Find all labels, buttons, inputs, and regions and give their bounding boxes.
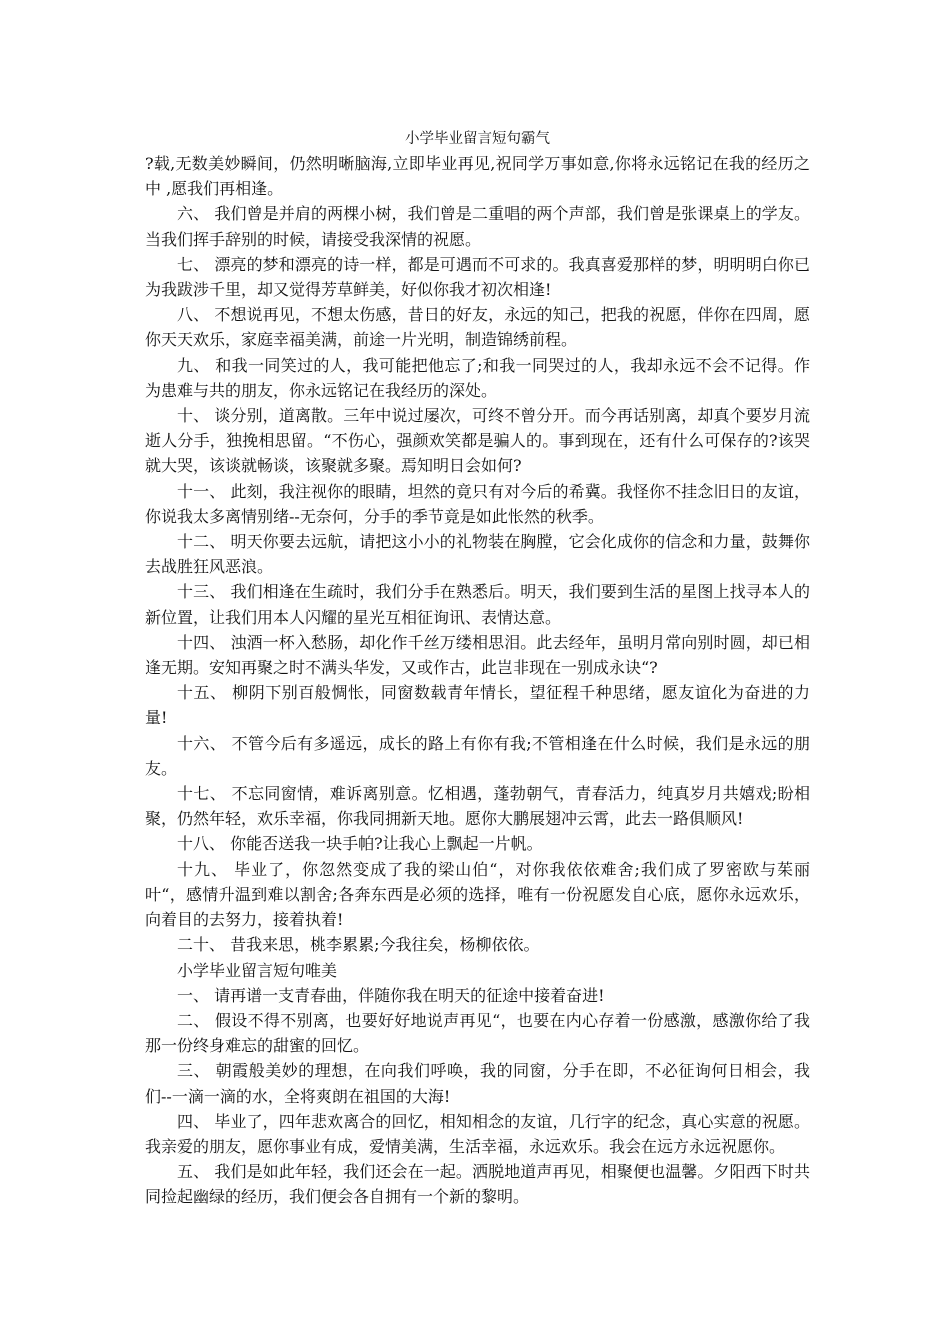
paragraph-17: 十七、 不忘同窗情，难诉离别意。忆相遇，蓬勃朝气，青春活力，纯真岁月共嬉戏;盼相聚，仍然年轻，欢乐幸福，你我同拥新天地。愿你大鹏展翅冲云霄，此去一路俱顺风! (145, 784, 810, 829)
paragraph-intro: ?载,无数美妙瞬间，仍然明晰脑海,立即毕业再见,祝同学万事如意,你将永远铭记在我的经历之中 ,愿我们再相逢。 (145, 154, 810, 199)
paragraph-s2-5: 五、 我们是如此年轻，我们还会在一起。洒脱地道声再见，相聚便也温馨。夕阳西下时共同捡起幽绿的经历，我们便会各自拥有一个新的黎明。 (145, 1162, 810, 1207)
paragraph-15: 十五、 柳阴下别百般惆怅，同窗数载青年情长，望征程千种思绪，愿友谊化为奋进的力量! (145, 683, 810, 728)
paragraph-7: 七、 漂亮的梦和漂亮的诗一样，都是可遇而不可求的。我真喜爱那样的梦，明明明白你已为我跋涉千里，却又觉得芳草鲜美，好似你我才初次相逢! (145, 254, 810, 300)
paragraph-14: 十四、 浊酒一杯入愁肠，却化作千丝万缕相思泪。此去经年，虽明月常向别时圆，却已相逢无期。安知再聚之时不满头华发，又或作古，此岂非现在一别成永诀“? (145, 632, 810, 678)
paragraph-18: 十八、 你能否送我一块手帕?让我心上飘起一片帆。 (177, 834, 543, 854)
paragraph-11: 十一、 此刻，我注视你的眼睛，坦然的竟只有对今后的希冀。我怪你不挂念旧日的友谊，你说我太多离情别绪--无奈何，分手的季节竟是如此怅然的秋季。 (145, 481, 810, 526)
paragraph-s2-1: 一、 请再谱一支青春曲，伴随你我在明天的征途中接着奋进! (177, 985, 605, 1005)
document-page (145, 127, 810, 1210)
paragraph-s2-2: 二、 假设不得不别离，也要好好地说声再见“，也要在内心存着一份感激，感激你给了我那一份终身难忘的甜蜜的回忆。 (145, 1010, 810, 1056)
paragraph-6: 六、 我们曾是并肩的两棵小树，我们曾是二重唱的两个声部，我们曾是张课桌上的学友。当我们挥手辞别的时候，请接受我深情的祝愿。 (145, 204, 810, 249)
paragraph-10: 十、 谈分别，道离散。三年中说过屡次，可终不曾分开。而今再话别离，却真个要岁月流逝人分手，独挽相思留。“不伤心，强颜欢笑都是骗人的。事到现在，还有什么可保存的?该哭就大哭，该谈就畅谈，该聚就多聚。焉知明日会如何? (145, 406, 810, 476)
paragraph-13: 十三、 我们相逢在生疏时，我们分手在熟悉后。明天，我们要到生活的星图上找寻本人的新位置，让我们用本人闪耀的星光互相征询讯、表情达意。 (145, 582, 810, 627)
paragraph-s2-3: 三、 朝霞般美妙的理想，在向我们呼唤，我的同窗，分手在即，不必征询何日相会，我们--一滴一滴的水，全将爽朗在祖国的大海! (145, 1061, 810, 1106)
paragraph-16: 十六、 不管今后有多遥远，成长的路上有你有我;不管相逢在什么时候，我们是永远的朋友。 (145, 733, 810, 778)
paragraph-20: 二十、 昔我来思，桃李累累;今我往矣，杨柳依依。 (177, 935, 540, 955)
paragraph-12: 十二、 明天你要去远航，请把这小小的礼物装在胸膛，它会化成你的信念和力量，鼓舞你去战胜狂风恶浪。 (145, 532, 810, 577)
paragraph-8: 八、 不想说再见，不想太伤感，昔日的好友，永远的知己，把我的祝愿，伴你在四周，愿你天天欢乐，家庭幸福美满，前途一片光明，制造锦绣前程。 (145, 305, 810, 350)
section-heading-2: 小学毕业留言短句唯美 (177, 960, 338, 980)
paragraph-s2-4: 四、 毕业了，四年悲欢离合的回忆，相知相念的友谊，几行字的纪念，真心实意的祝愿。我亲爱的朋友，愿你事业有成，爱情美满，生活幸福，永远欢乐。我会在远方永远祝愿你。 (145, 1111, 810, 1156)
paragraph-9: 九、 和我一同笑过的人，我可能把他忘了;和我一同哭过的人，我却永远不会不记得。作为患难与共的朋友，你永远铭记在我经历的深处。 (145, 355, 810, 400)
paragraph-19: 十九、 毕业了，你忽然变成了我的梁山伯“，对你我依依难舍;我们成了罗密欧与茱丽叶“，感情升温到难以割舍;各奔东西是必须的选择，唯有一份祝愿发自心底，愿你永远欢乐，向着目的去努力，接着执着! (145, 859, 810, 930)
document-title: 小学毕业留言短句霸气 (405, 131, 550, 147)
